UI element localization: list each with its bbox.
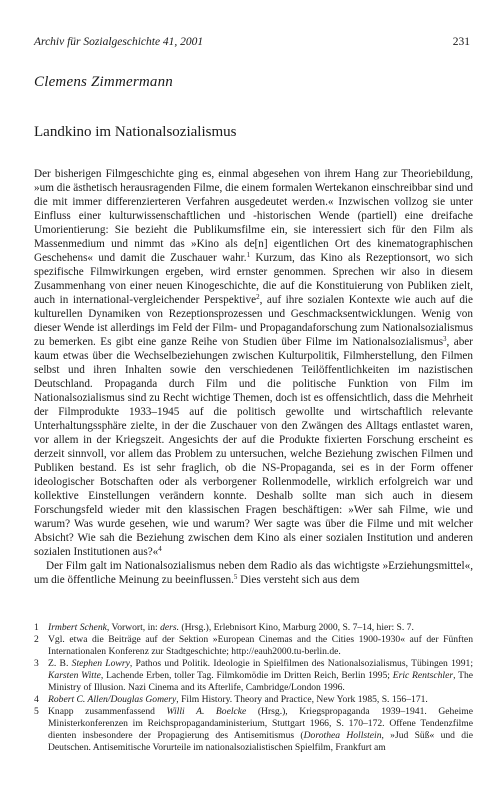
- paragraph-text: Dies versteht sich aus dem: [237, 574, 360, 586]
- page-number: 231: [452, 36, 470, 48]
- paragraph-text: Kurzum, das Kino als Rezeptionsort, wo sich spezifische Filmwirkungen ergeben, wird ernster genommen. Sprechen wir also in diesem Zusammenhang von einer neuen Kinogeschichte, die auf die Konstituierung von Publiken zielt, auch in international-vergleichender Perspektive: [34, 252, 473, 306]
- footnote: [34, 622, 473, 634]
- footnote-text: [48, 634, 473, 658]
- paragraph-text: , aber kaum etwas über die Wechselbeziehungen zwischen Kulturpolitik, Filmherstellung, den Filmen selbst und ihren Inhalten sowie den verschiedenen Teilöffentlichkeiten im nazistischen Deutschland. Propaganda durch Film und die politische Funktion von Film im Nationalsozialismus sind zu Recht wichtige Themen, doch ist es offensichtlich, dass die Mehrheit der Filmprodukte 1933–1945 auf die politisch gewollte und wirtschaftlich relevante Unterhaltungssphäre zielte, in der die Zuschauer von den Zwängen des Alltags entlastet waren, vor allem in der Kriegszeit. Angesichts der auf die Produkte fixierten Forschung erscheint es derzeit sinnvoll, vor allem das Problem zu untersuchen, welche Beziehung zwischen Filmen und Publiken bestand. Es ist sehr fraglich, ob die NS-Propaganda, sei es in der Form offener ideologischer Botschaften oder als verborgener Rollenmodelle, wirklich erfolgreich war und kollektive Einstellungen verändern konnte. Deshalb sollte man sich auch in diesem Forschungsfeld wieder mit den klassischen Fragen beschäftigen: »Wer sah Filme, wie und warum? Was wurde gesehen, wie und warum? Wer sagte was über die Filme und mit welcher Absicht? Wie sah die Beziehung zwischen dem Kino als einer sozialen Institution und anderen sozialen Institutionen aus?«: [34, 336, 473, 558]
- paragraph-text: Der Film galt im Nationalsozialismus neben dem Radio als das wichtigste »Erziehungsmittel«, um die öffentliche Meinung zu beeinflussen.: [34, 560, 473, 586]
- footnote-text: [48, 658, 473, 694]
- footnote-author: Stephen Lowry: [71, 658, 130, 669]
- footnote-segment: Knapp zusammenfassend: [48, 706, 167, 717]
- footnote-marker[interactable]: 1: [246, 251, 251, 259]
- footnotes: [34, 622, 473, 754]
- footnote-segment: Z. B.: [48, 658, 72, 669]
- footnote-number: 1: [34, 622, 39, 633]
- footnote-segment: , Pathos und Politik. Ideologie in Spielfilmen des Nationalsozialismus, Tübingen 1991;: [129, 658, 473, 669]
- article-author: Clemens Zimmermann: [34, 74, 174, 90]
- article-title: Landkino im Nationalsozialismus: [34, 124, 237, 140]
- footnote-text: [48, 706, 473, 754]
- footnote-text: [48, 694, 473, 706]
- footnote-segment: , Vorwort, in:: [106, 622, 161, 633]
- footnote-author: Irmbert Schenk: [48, 622, 107, 633]
- footnote-segment: , Lachende Erben, toller Tag. Filmkomödie im Dritten Reich, Berlin 1995;: [100, 670, 393, 681]
- footnote-number: 3: [34, 658, 39, 669]
- footnote-marker[interactable]: 4: [158, 545, 162, 553]
- body-paragraph: [34, 559, 473, 587]
- footnote-author: Karsten Witte: [48, 670, 101, 681]
- footnote-author: Willi A. Boelcke: [166, 706, 247, 717]
- footnote-marker[interactable]: 3: [443, 335, 447, 343]
- footnote: [34, 694, 473, 706]
- paragraph-text: Der bisherigen Filmgeschichte ging es, einmal abgesehen von ihrem Hang zur Theoriebildung, »um die ästhetisch herausragenden Filme, die einem formalen Wertekanon einschreibbar sind und die mit immer differenzierteren Verfahren ausgedeutet werden.« Inzwischen vollzog sie unter Einfluss einer kulturwissenschaftlichen und -historischen Wende (partiell) eine dreifache Umorientierung: Sie bezieht die Publikumsfilme ein, sie interessiert sich für den Film als Massenmedium und nimmt das »Kino als de[n] eigentlichen Ort des kinematographischen Geschehens« und damit die Zuschauer wahr.: [34, 168, 473, 264]
- paragraph-text: , auf ihre sozialen Kontexte wie auch auf die kulturellen Dynamiken von Rezeptionsprozessen und Geschmacksentwicklungen. Wenig von dieser Wende ist allerdings im Feld der Film- und Propagandaforschung zum Nationalsozialismus zu bemerken. Es gibt eine ganze Reihe von Studien über Filme im Nationalsozialismus: [34, 294, 473, 348]
- footnote-segment: , Film History. Theory and Practice, New York 1985, S. 156–171.: [176, 694, 428, 705]
- footnote: [34, 658, 473, 694]
- footnote-number: 5: [34, 706, 39, 717]
- footnote-segment: , The Ministry of Illusion. Nazi Cinema and its Afterlife, Cambridge/London 1996.: [48, 670, 474, 693]
- footnote-segment: (Hrsg.), Kriegspropaganda 1939–1941. Geheime Ministerkonferenzen im Reichspropagandaministerium, Stuttgart 1966, S. 170–172. Offene Tendenzfilme dienten insbesondere der Propagierung des Antisemitismus (: [48, 706, 473, 741]
- footnote-text: [48, 622, 473, 634]
- footnote-number: 4: [34, 694, 39, 705]
- footnote-segment: Vgl. etwa die Beiträge auf der Sektion »European Cinemas and the Cities 1900-1930« auf der Fünften Internationalen Konferenz zur Stadtgeschichte; http://eauh2000.tu-berlin.de.: [48, 634, 473, 657]
- journal-citation: Archiv für Sozialgeschichte 41, 2001: [34, 36, 204, 48]
- running-head: [34, 36, 470, 48]
- footnote-author: Dorothea Hollstein: [303, 730, 382, 741]
- footnote: [34, 634, 473, 658]
- footnote-marker[interactable]: 2: [256, 293, 260, 301]
- footnote-marker[interactable]: 5: [233, 573, 238, 581]
- footnote-segment: (Hrsg.), Erlebnisort Kino, Marburg 2000, S. 7–14, hier: S. 7.: [179, 622, 414, 633]
- footnote: [34, 706, 473, 754]
- footnote-segment: , »Jud Süß« und die Deutschen. Antisemitische Vorurteile im nationalsozialistischen Spielfilm, Frankfurt am: [48, 730, 473, 753]
- footnote-author: ders.: [160, 622, 180, 633]
- footnote-author: Robert C. Allen/Douglas Gomery: [48, 694, 177, 705]
- footnote-author: Eric Rentschler: [392, 670, 454, 681]
- body-paragraph: [34, 167, 473, 559]
- article-body: [34, 167, 473, 587]
- footnote-number: 2: [34, 634, 39, 645]
